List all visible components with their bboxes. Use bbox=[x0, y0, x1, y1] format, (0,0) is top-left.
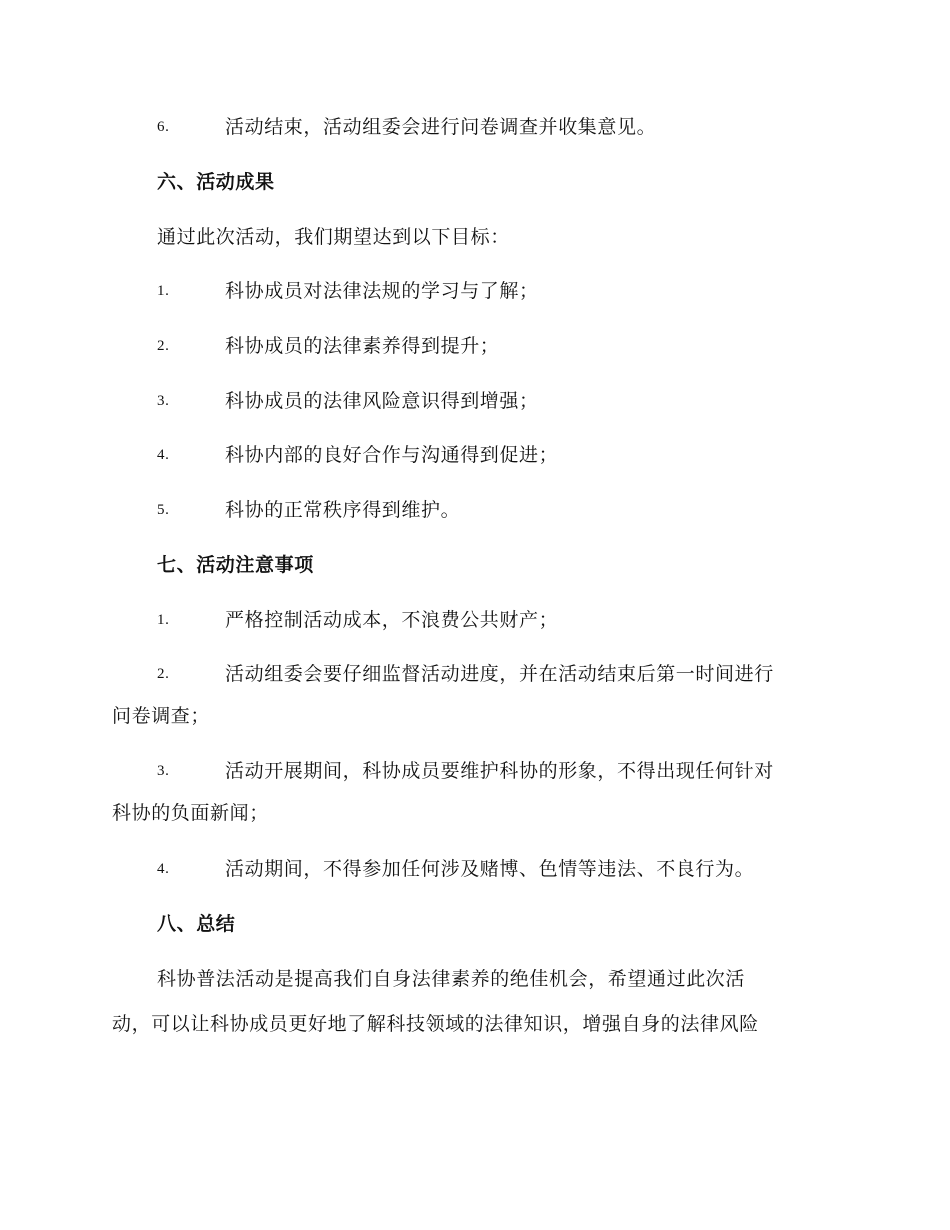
list-item-text: 科协成员对法律法规的学习与了解； bbox=[225, 280, 539, 302]
list-item-number: 5. bbox=[157, 502, 170, 518]
list-item-text: 活动结束，活动组委会进行问卷调查并收集意见。 bbox=[225, 116, 657, 138]
list-item-text: 活动开展期间，科协成员要维护科协的形象，不得出现任何针对 bbox=[225, 760, 774, 782]
list-item-number: 1. bbox=[157, 283, 170, 299]
paragraph-text-continuation: 动，可以让科协成员更好地了解科技领域的法律知识，增强自身的法律风险 bbox=[112, 1013, 759, 1035]
section-heading-text: 八、总结 bbox=[157, 913, 236, 935]
list-item-text: 严格控制活动成本，不浪费公共财产； bbox=[225, 609, 559, 631]
list-item-number: 4. bbox=[157, 861, 170, 877]
list-item-text: 科协成员的法律素养得到提升； bbox=[225, 335, 500, 357]
paragraph-text: 科协普法活动是提高我们自身法律素养的绝佳机会，希望通过此次活 bbox=[157, 968, 746, 990]
list-item-text: 科协内部的良好合作与沟通得到促进； bbox=[225, 444, 559, 466]
list-item-text-continuation: 问卷调查； bbox=[112, 705, 211, 727]
list-item-text: 活动组委会要仔细监督活动进度，并在活动结束后第一时间进行 bbox=[225, 663, 774, 685]
paragraph-text: 通过此次活动，我们期望达到以下目标： bbox=[157, 226, 510, 248]
list-item-text-continuation: 科协的负面新闻； bbox=[112, 802, 269, 824]
list-item-number: 2. bbox=[157, 338, 170, 354]
list-item-number: 1. bbox=[157, 612, 170, 628]
list-item-text: 科协成员的法律风险意识得到增强； bbox=[225, 390, 539, 412]
section-heading-text: 六、活动成果 bbox=[157, 171, 275, 193]
list-item-number: 3. bbox=[157, 393, 170, 409]
list-item-number: 2. bbox=[157, 666, 170, 682]
list-item-number: 6. bbox=[157, 119, 170, 135]
list-item-number: 3. bbox=[157, 763, 170, 779]
list-item-text: 科协的正常秩序得到维护。 bbox=[225, 499, 461, 521]
list-item-text: 活动期间，不得参加任何涉及赌博、色情等违法、不良行为。 bbox=[225, 858, 755, 880]
section-heading-text: 七、活动注意事项 bbox=[157, 554, 314, 576]
list-item-number: 4. bbox=[157, 447, 170, 463]
